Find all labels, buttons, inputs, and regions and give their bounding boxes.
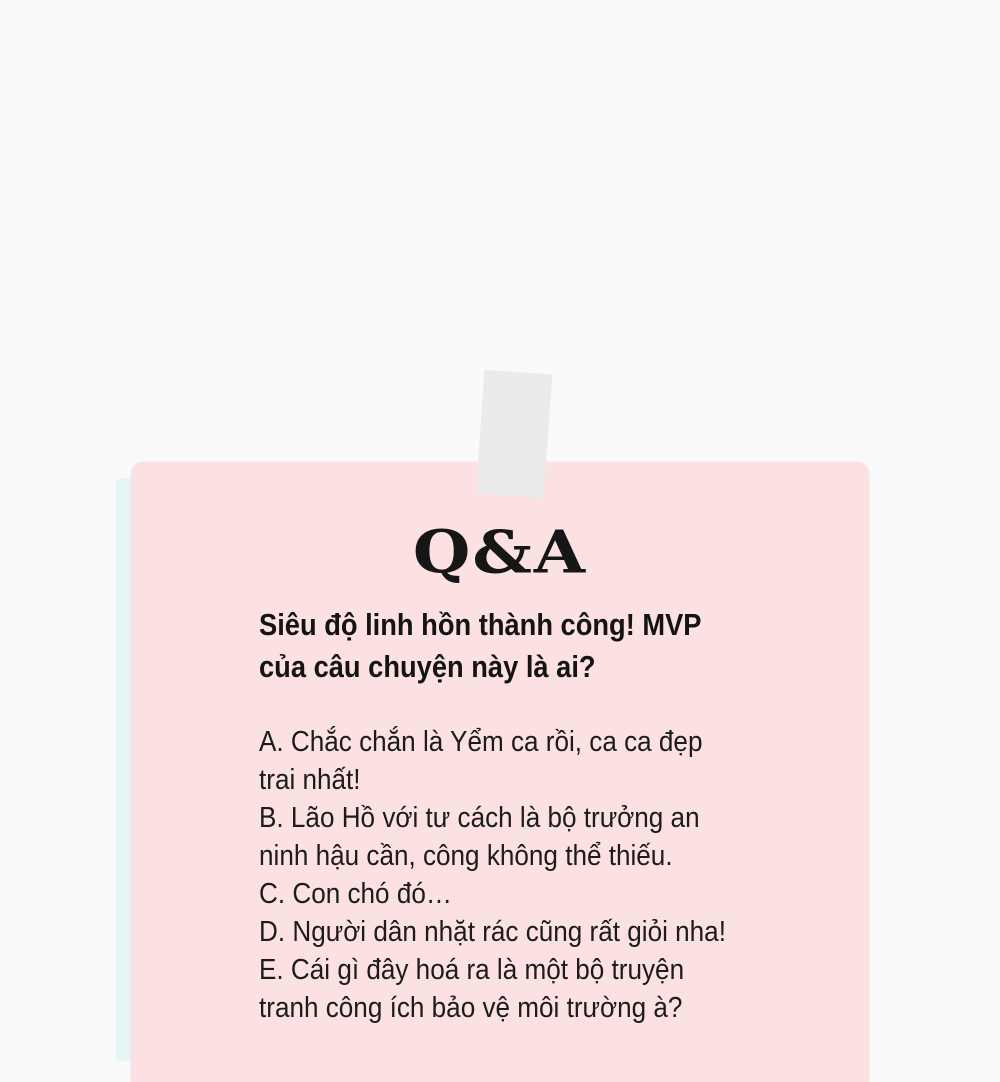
tape-strip bbox=[476, 370, 552, 498]
answer-c bbox=[259, 875, 763, 913]
answer-b-line-2: ninh hậu cần, công không thể thiếu. bbox=[259, 840, 673, 872]
answer-b bbox=[259, 799, 763, 875]
answer-d bbox=[259, 913, 763, 951]
answer-a-line-1: A. Chắc chắn là Yểm ca rồi, ca ca đẹp bbox=[259, 726, 703, 758]
answer-e bbox=[259, 951, 763, 1027]
answer-list bbox=[259, 723, 763, 1027]
answer-b-line-1: B. Lão Hồ với tư cách là bộ trưởng an bbox=[259, 802, 700, 834]
question-line-2: của câu chuyện này là ai? bbox=[259, 649, 596, 684]
answer-d-line-1: D. Người dân nhặt rác cũng rất giỏi nha! bbox=[259, 916, 726, 948]
question-line-1: Siêu độ linh hồn thành công! MVP bbox=[259, 607, 702, 642]
question bbox=[259, 604, 717, 688]
qa-title: Q&A bbox=[412, 516, 588, 588]
answer-a bbox=[259, 723, 763, 799]
answer-a-line-2: trai nhất! bbox=[259, 764, 361, 796]
answer-e-line-2: tranh công ích bảo vệ môi trường à? bbox=[259, 992, 683, 1024]
answer-e-line-1: E. Cái gì đây hoá ra là một bộ truyện bbox=[259, 954, 685, 986]
answer-c-line-1: C. Con chó đó… bbox=[259, 878, 452, 910]
